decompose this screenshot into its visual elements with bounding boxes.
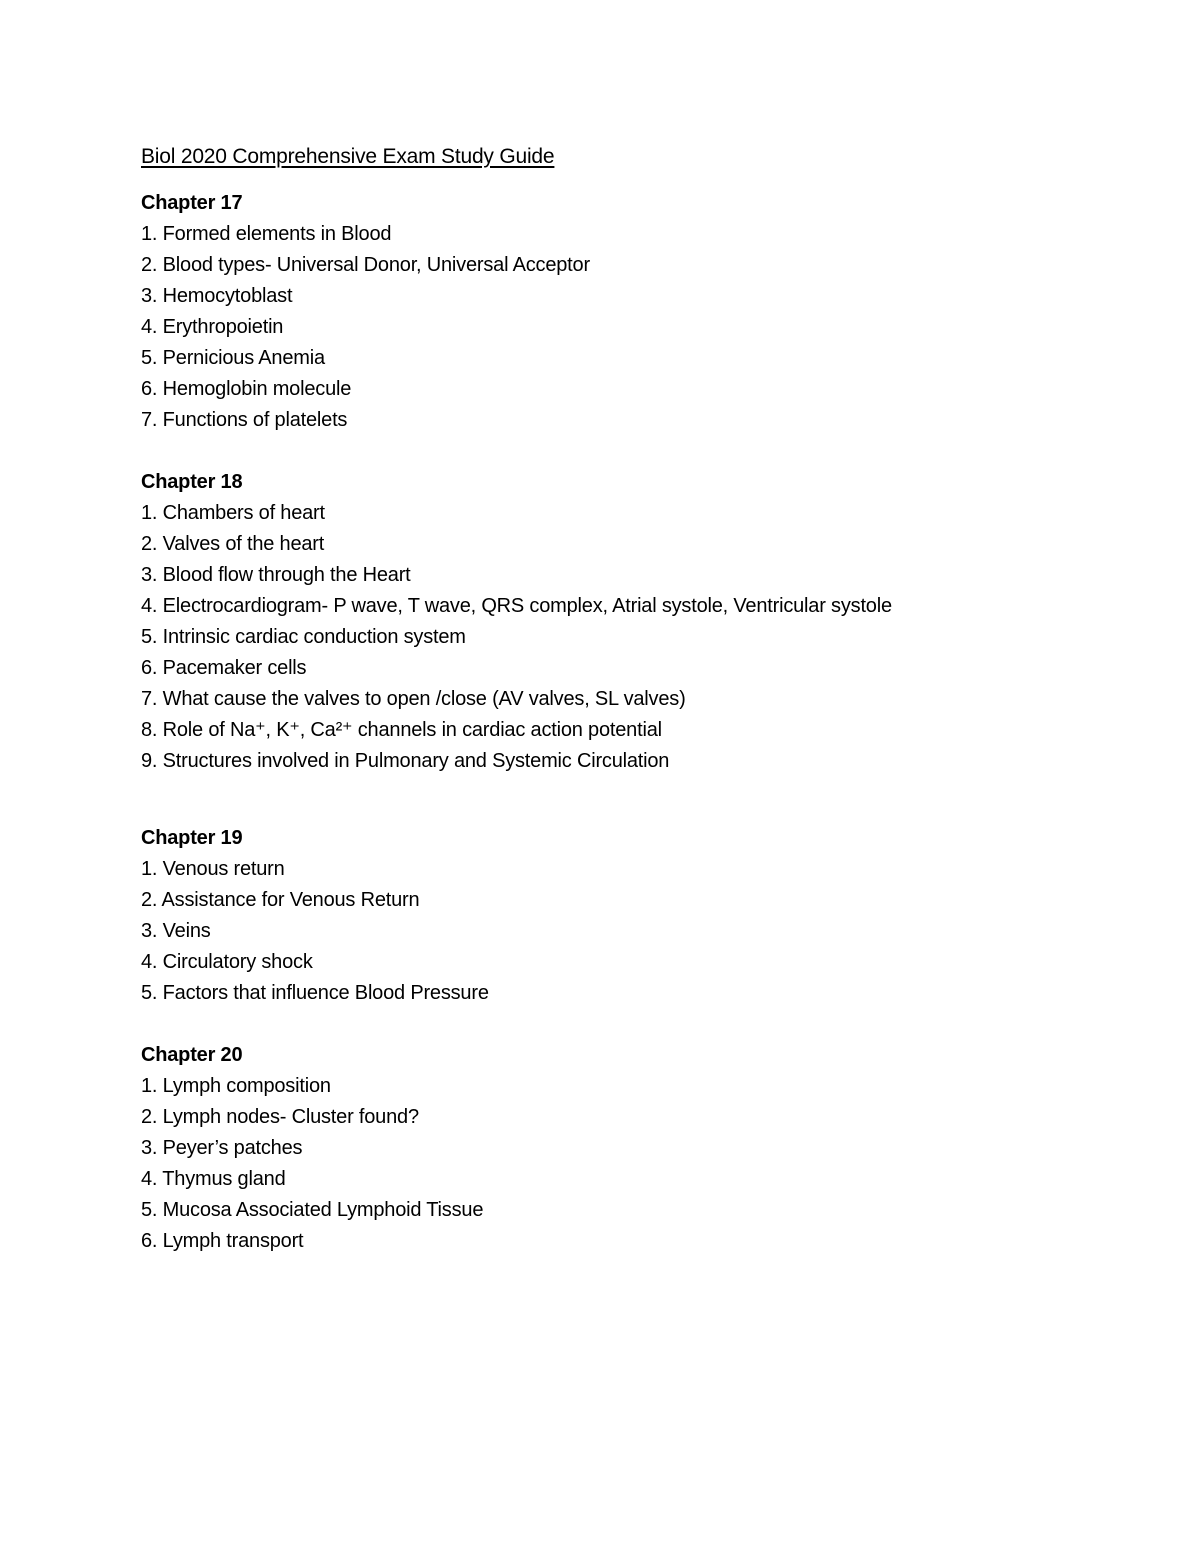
- section-spacer: [141, 1009, 1141, 1040]
- chapter-heading: Chapter 19: [141, 827, 243, 849]
- list-item: 5. Mucosa Associated Lymphoid Tissue: [141, 1199, 484, 1221]
- list-item: 1. Lymph composition: [141, 1075, 331, 1097]
- chapter-heading: Chapter 17: [141, 192, 243, 214]
- chapter-17-section: [141, 188, 1141, 436]
- list-item: 2. Valves of the heart: [141, 533, 325, 555]
- chapter-heading: Chapter 18: [141, 471, 243, 493]
- section-spacer: [141, 436, 1141, 467]
- list-item: 9. Structures involved in Pulmonary and Systemic Circulation: [141, 750, 670, 772]
- list-item: 5. Intrinsic cardiac conduction system: [141, 626, 466, 648]
- list-item: 1. Venous return: [141, 858, 285, 880]
- chapter-19-section: [141, 823, 1141, 1009]
- list-item: 3. Veins: [141, 920, 211, 942]
- list-item: 4. Erythropoietin: [141, 316, 284, 338]
- list-item: 4. Electrocardiogram- P wave, T wave, QRS complex, Atrial systole, Ventricular systole: [141, 595, 892, 617]
- list-item: 5. Pernicious Anemia: [141, 347, 325, 369]
- chapter-heading: Chapter 20: [141, 1044, 243, 1066]
- list-item: 6. Hemoglobin molecule: [141, 378, 352, 400]
- list-item: 4. Thymus gland: [141, 1168, 286, 1190]
- section-spacer: [141, 777, 1141, 823]
- list-item: 6. Lymph transport: [141, 1230, 304, 1252]
- list-item: 8. Role of Na⁺, K⁺, Ca²⁺ channels in cardiac action potential: [141, 719, 662, 741]
- list-item: 4. Circulatory shock: [141, 951, 313, 973]
- list-item: 1. Chambers of heart: [141, 502, 325, 524]
- chapter-20-section: [141, 1040, 1141, 1257]
- list-item: 5. Factors that influence Blood Pressure: [141, 982, 489, 1004]
- list-item: 3. Blood flow through the Heart: [141, 564, 411, 586]
- list-item: 2. Assistance for Venous Return: [141, 889, 420, 911]
- document-title: Biol 2020 Comprehensive Exam Study Guide: [141, 145, 555, 168]
- list-item: 7. Functions of platelets: [141, 409, 348, 431]
- list-item: 1. Formed elements in Blood: [141, 223, 392, 245]
- list-item: 2. Lymph nodes- Cluster found?: [141, 1106, 419, 1128]
- chapter-18-section: [141, 467, 1141, 777]
- list-item: 7. What cause the valves to open /close (AV valves, SL valves): [141, 688, 686, 710]
- list-item: 6. Pacemaker cells: [141, 657, 307, 679]
- document-page: [141, 142, 1141, 1257]
- list-item: 3. Peyer’s patches: [141, 1137, 303, 1159]
- list-item: 2. Blood types- Universal Donor, Universal Acceptor: [141, 254, 590, 276]
- list-item: 3. Hemocytoblast: [141, 285, 293, 307]
